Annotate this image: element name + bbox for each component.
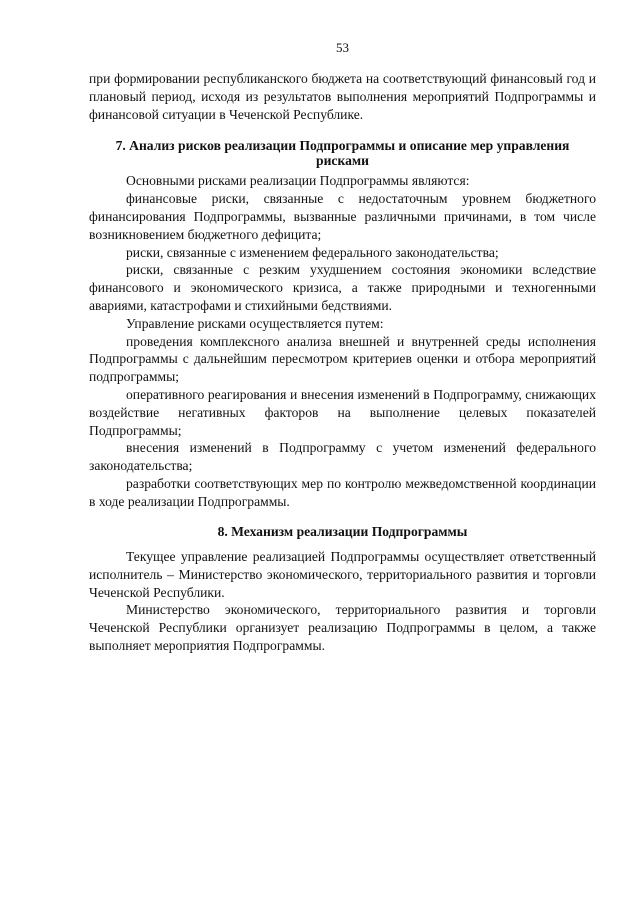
section-7-paragraph: финансовые риски, связанные с недостаточным уровнем бюджетного финансирования Подпрограммы, вызванные различными причинами, в том числе возникновением бюджетного дефицита;: [89, 191, 596, 242]
intro-paragraph: при формировании республиканского бюджета на соответствующий финансовый год и плановый период, исходя из результатов выполнения мероприятий Подпрограммы и финансовой ситуации в Чеченской Республике.: [89, 71, 596, 122]
section-7-paragraph: Основными рисками реализации Подпрограммы являются:: [126, 173, 470, 189]
section-7-paragraph: оперативного реагирования и внесения изменений в Подпрограмму, снижающих воздействие негативных факторов на выполнение целевых показателей Подпрограммы;: [89, 386, 596, 438]
section-7-paragraph: Управление рисками осуществляется путем:: [126, 315, 384, 331]
section-7: [89, 139, 596, 510]
section-7-paragraph: риски, связанные с резким ухудшением состояния экономики вследствие финансового и экономического кризиса, а также природными и техногенными авариями, катастрофами и стихийными бедствиями.: [89, 262, 596, 313]
page-content: [89, 70, 596, 655]
section-8-paragraph: Министерство экономического, территориального развития и торговли Чеченской Республики организует реализацию Подпрограммы в целом, а также выполняет мероприятия Подпрограммы.: [89, 602, 596, 654]
page-number: 53: [336, 40, 349, 55]
section-8: [89, 525, 596, 655]
section-7-paragraph: риски, связанные с изменением федерального законодательства;: [126, 244, 499, 260]
section-7-paragraph: проведения комплексного анализа внешней и внутренней среды исполнения Подпрограммы с дальнейшим пересмотром критериев оценки и отбора мероприятий подпрограммы;: [89, 333, 596, 385]
section-7-paragraph: разработки соответствующих мер по контролю межведомственной координации в ходе реализации Подпрограммы.: [89, 475, 596, 509]
section-8-paragraph: Текущее управление реализацией Подпрограммы осуществляет ответственный исполнитель – Министерство экономического, территориального развития и торговли Чеченской Республики.: [89, 549, 596, 600]
section-8-title: 8. Механизм реализации Подпрограммы: [217, 523, 468, 539]
section-7-paragraph: внесения изменений в Подпрограмму с учетом изменений федерального законодательства;: [89, 440, 596, 474]
section-7-title: 7. Анализ рисков реализации Подпрограммы и описание мер управления рисками: [115, 138, 570, 168]
